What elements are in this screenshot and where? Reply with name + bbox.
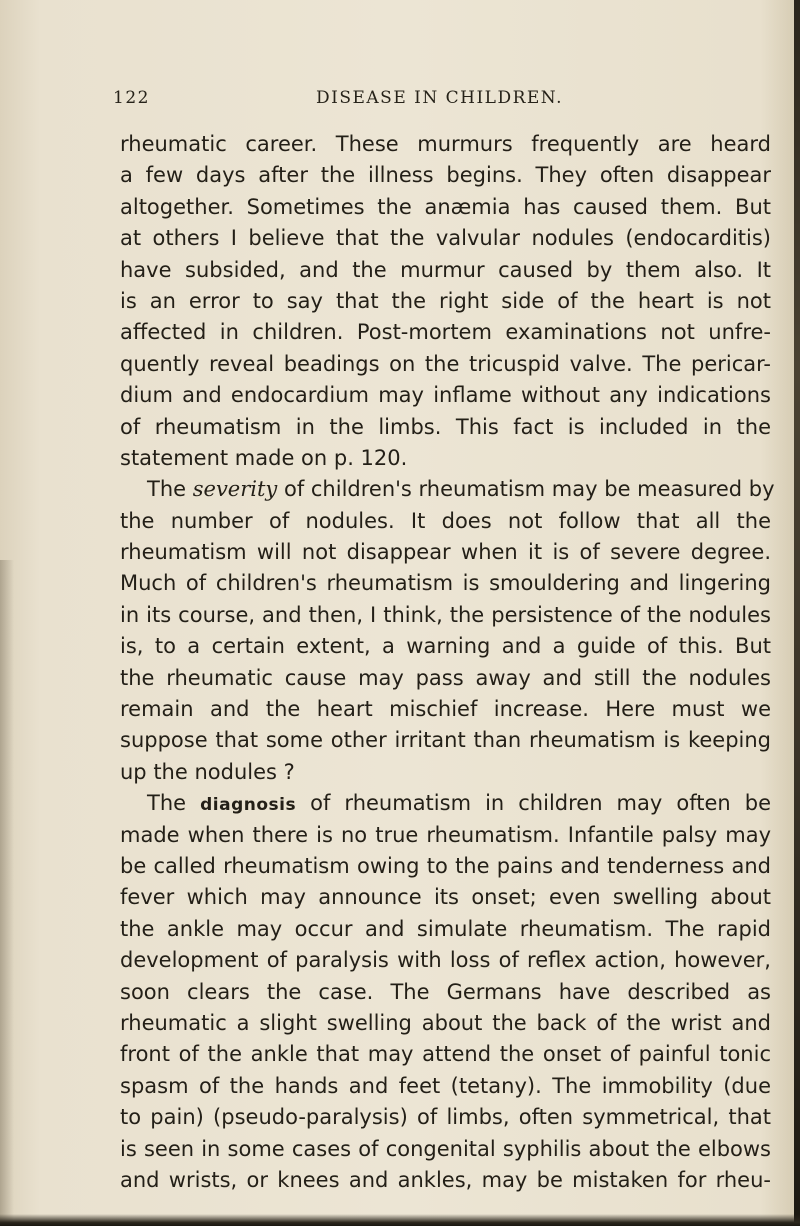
paragraph-lead-line [120,474,775,505]
text-line: the ankle may occur and simulate rheumatism. The rapid [120,916,771,941]
text-line: the number of nodules. It does not follow that all the [120,508,771,533]
page-number: 122 [113,88,150,108]
page-header [0,88,800,114]
paragraph-lead-line [120,788,771,819]
page-edge-shadow [794,0,800,1226]
text-line: statement made on p. 120. [120,445,408,470]
text-line: spasm of the hands and feet (tetany). The immobility (due [120,1073,771,1098]
text-line: in its course, and then, I think, the persistence of the nodules [120,602,771,627]
running-head: DISEASE IN CHILDREN. [316,88,563,108]
emphasized-term-diagnosis: diagnosis [200,795,297,816]
text-line: is seen in some cases of congenital syphilis about the elbows [120,1136,771,1161]
text-line: front of the ankle that may attend the onset of painful tonic [120,1042,771,1067]
text-line: and wrists, or knees and ankles, may be mistaken for rheu- [120,1167,771,1192]
text-line: at others I believe that the valvular nodules (endocarditis) [120,226,771,251]
lead-text: of rheumatism in children may often be [296,791,771,816]
body-text [120,129,775,1196]
lead-text: The [147,477,193,502]
text-line: to pain) (pseudo-paralysis) of limbs, often symmetrical, that [120,1105,771,1130]
text-line: Much of children's rheumatism is smouldering and lingering [120,571,771,596]
text-line: fever which may announce its onset; even swelling about [120,885,771,910]
lead-text: The [147,791,201,816]
text-line: rheumatic career. These murmurs frequently are heard [120,132,771,156]
text-line: be called rheumatism owing to the pains and tenderness and [120,853,771,878]
emphasized-term-severity: severity [192,477,278,502]
lead-text: of children's rheumatism may be measured by [277,477,775,502]
text-line: of rheumatism in the limbs. This fact is included in the [120,414,771,439]
text-line: affected in children. Post-mortem examinations not unfre- [120,320,771,345]
text-line: soon clears the case. The Germans have described as [120,979,771,1004]
text-line: up the nodules ? [120,759,295,784]
text-line: have subsided, and the murmur caused by them also. It [120,257,771,282]
text-line: a few days after the illness begins. They often disappear [120,163,771,188]
text-line: is, to a certain extent, a warning and a guide of this. But [120,634,771,659]
text-line: dium and endocardium may inflame without any indications [120,383,771,408]
text-line: altogether. Sometimes the anæmia has caused them. But [120,194,771,219]
text-line: rheumatism will not disappear when it is of severe degree. [120,540,771,565]
text-line: the rheumatic cause may pass away and still the nodules [120,665,771,690]
text-line: quently reveal beadings on the tricuspid valve. The pericar- [120,351,771,376]
page-gutter-shadow [0,560,14,1226]
text-line: rheumatic a slight swelling about the back of the wrist and [120,1010,771,1035]
text-line: development of paralysis with loss of reflex action, however, [120,948,771,973]
text-line: made when there is no true rheumatism. Infantile palsy may [120,822,771,847]
text-line: remain and the heart mischief increase. Here must we [120,697,771,722]
text-line: suppose that some other irritant than rheumatism is keeping [120,728,771,753]
page-bottom-shadow [0,1214,800,1226]
text-line: is an error to say that the right side of the heart is not [120,288,771,313]
